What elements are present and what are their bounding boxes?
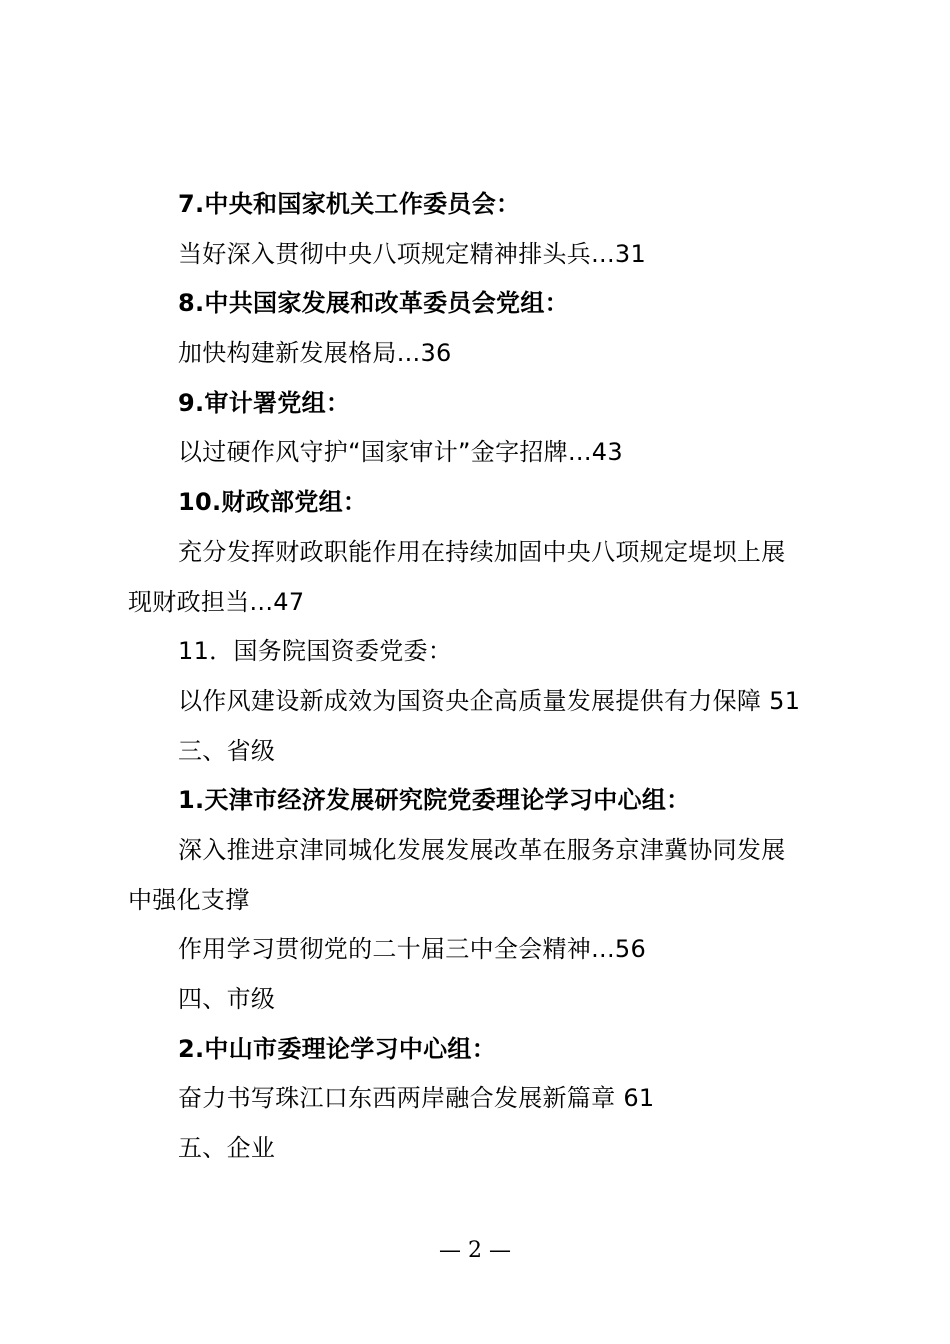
- toc-heading: 2.中山市委理论学习中心组：: [178, 1034, 497, 1063]
- toc-heading: 9.审计署党组：: [178, 388, 351, 417]
- toc-entry: 奋力书写珠江口东西两岸融合发展新篇章 61: [178, 1084, 655, 1113]
- toc-heading: 7.中央和国家机关工作委员会：: [178, 190, 521, 218]
- section-heading: 四、市级: [178, 985, 276, 1013]
- section-heading: 三、省级: [178, 736, 276, 765]
- toc-entry: 充分发挥财政职能作用在持续加固中央八项规定堤坝上展: [178, 537, 786, 566]
- toc-heading: 11．国务院国资委党委：: [178, 637, 453, 666]
- toc-entry: 当好深入贯彻中央八项规定精神排头兵...31: [178, 239, 647, 268]
- toc-entry: 以过硬作风守护“国家审计”金字招牌...43: [178, 438, 623, 467]
- toc-entry-continuation: 现财政担当...47: [128, 587, 305, 616]
- toc-entry: 加快构建新发展格局...36: [178, 339, 452, 368]
- toc-entry: 以作风建设新成效为国资央企高质量发展提供有力保障 51: [178, 686, 801, 715]
- toc-heading: 10.财政部党组：: [178, 488, 368, 517]
- section-heading: 五、企业: [178, 1134, 276, 1163]
- page-number: — 2 —: [439, 1238, 511, 1263]
- toc-entry: 深入推进京津同城化发展发展改革在服务京津冀协同发展: [178, 835, 786, 864]
- toc-heading: 1.天津市经济发展研究院党委理论学习中心组：: [178, 786, 691, 815]
- toc-heading: 8.中共国家发展和改革委员会党组：: [178, 289, 569, 318]
- toc-entry: 作用学习贯彻党的二十届三中全会精神...56: [178, 935, 647, 964]
- toc-content: [128, 180, 838, 1174]
- toc-entry-continuation: 中强化支撑: [128, 885, 250, 914]
